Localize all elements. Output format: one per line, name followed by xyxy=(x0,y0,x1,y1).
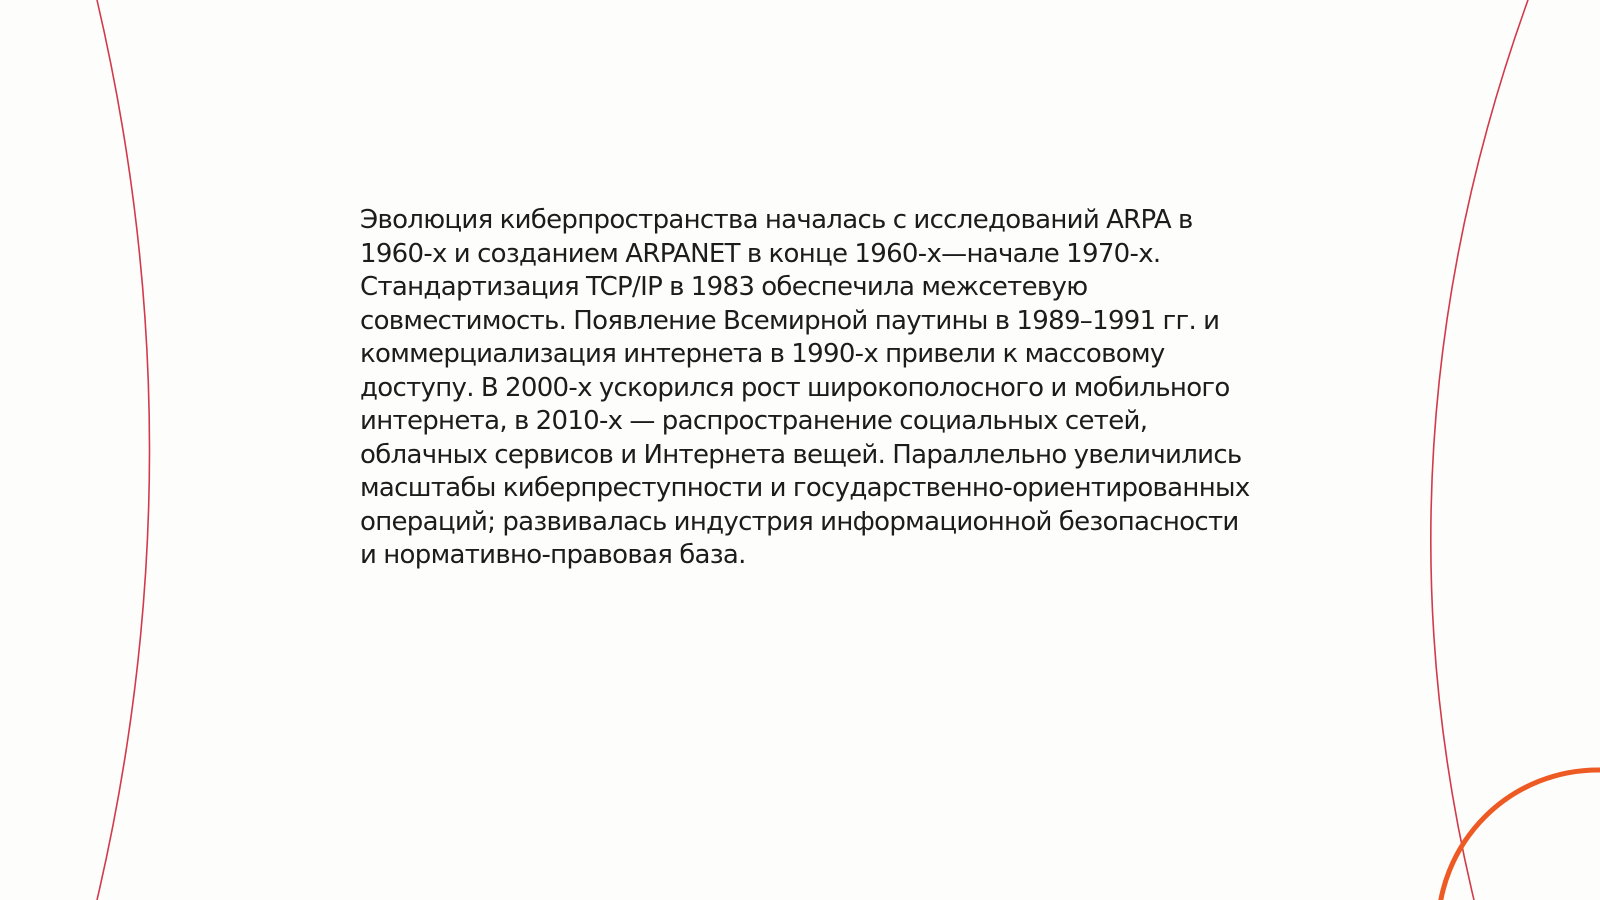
left-arc-line xyxy=(97,0,150,900)
body-paragraph: Эволюция киберпространства началась с исследований ARPA в 1960-х и созданием ARPANET в конце 1960-х—начале 1970-х. Стандартизация TCP/IP в 1983 обеспечила межсетевую совместимость. Появление Всемирной паутины в 1989–1991 гг. и коммерциализация интернета в 1990-х привели к массовому доступу. В 2000-х ускорился рост широкополосного и мобильного интернета, в 2010-х — распространение социальных сетей, облачных сервисов и Интернета вещей. Параллельно увеличились масштабы киберпреступности и государственно-ориентированных операций; развивалась индустрия информационной безопасности и нормативно-правовая база. xyxy=(360,205,1250,570)
right-arc-line xyxy=(1431,0,1528,900)
orange-circle-accent xyxy=(1438,770,1600,900)
